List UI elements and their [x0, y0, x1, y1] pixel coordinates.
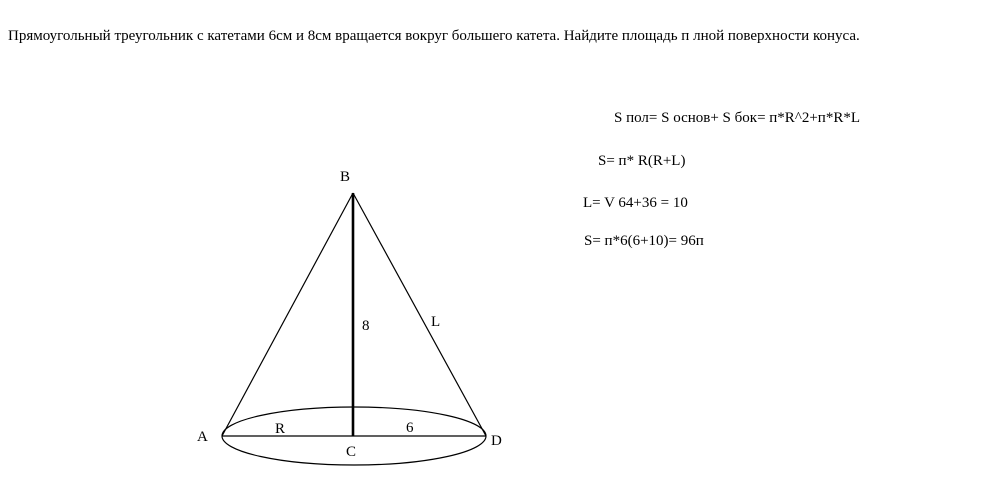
label-slant: L	[431, 314, 441, 330]
label-radius-value: 6	[406, 420, 414, 436]
problem-statement: Прямоугольный треугольник с катетами 6см и 8см вращается вокруг большего катета. Найдите площадь п лной поверхности конуса.	[8, 28, 860, 44]
label-center: C	[346, 444, 357, 460]
label-right-point: D	[491, 433, 502, 449]
slant-side-right	[353, 193, 486, 436]
formula-result: S= п*6(6+10)= 96п	[584, 233, 704, 249]
formula-total-surface: S пол= S основ+ S бок= п*R^2+п*R*L	[614, 110, 861, 126]
formula-simplified: S= п* R(R+L)	[598, 153, 686, 169]
slant-side-left	[222, 193, 353, 436]
label-radius: R	[275, 421, 286, 437]
label-height-value: 8	[362, 318, 370, 334]
label-apex: B	[340, 169, 351, 185]
formula-slant-height: L= V 64+36 = 10	[583, 195, 688, 211]
label-left-point: A	[197, 429, 208, 445]
